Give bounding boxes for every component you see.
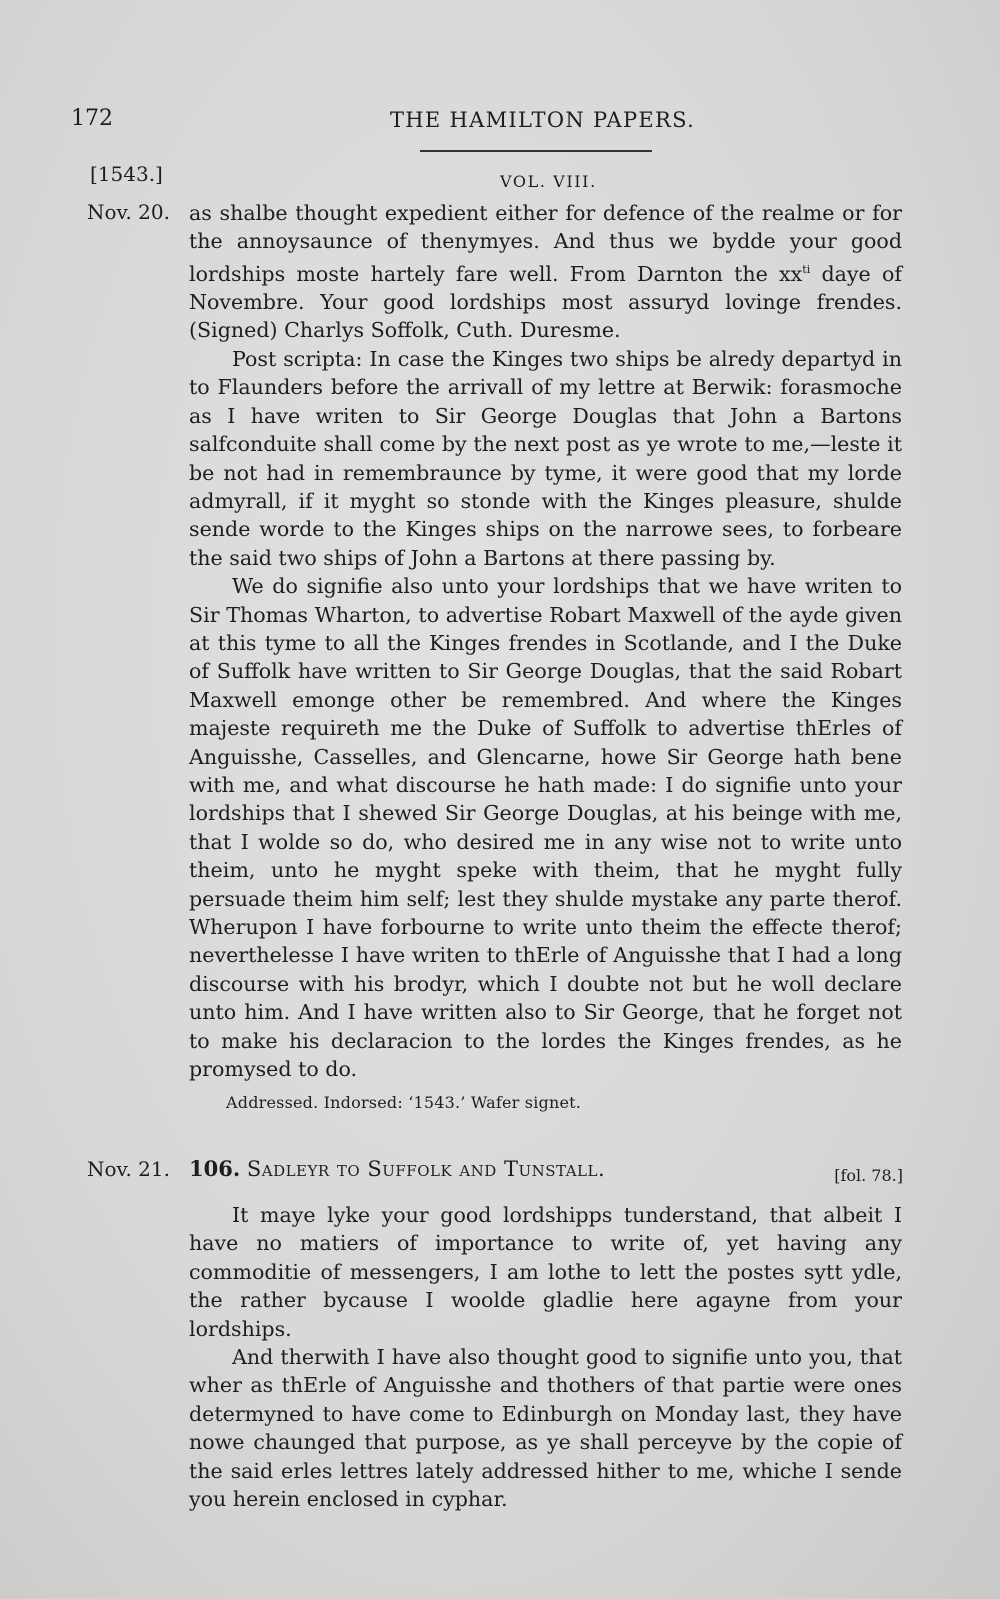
document-number: 106. [189,1156,241,1181]
paragraph: We do signifie also unto your lordships that we have writen to Sir Thomas Wharton, to advertise Robart Maxwell of the ayde given at this tyme to all the Kinges frendes in Scotlande, and I the Duke of Suffolk have written to Sir George Douglas, that the said Robart Maxwell emonge other be remembred. And where the Kinges majeste requireth me the Duke of Suffolk to advertise thErles of Anguisshe, Casselles, and Glencarne, howe Sir George hath bene with me, and what discourse he hath made: I do signifie unto your lordships that I shewed Sir George Douglas, at his beinge with me, that I wolde so do, who desired me in any wise not to write unto theim, unto he myght speke with theim, that he myght fully persuade theim him self; lest they shulde mystake any parte therof. Wherupon I have forbourne to write unto theim the effecte therof; neverthelesse I have writen to thErle of Anguisshe that I had a long discourse with his brodyr, which I doubte not but he woll declare unto him. And I have written also to Sir George, that he forget not to make his declaracion to the lordes the Kinges frendes, as he promysed to do. [189,574,902,1082]
header-rule [420,150,652,152]
paragraph: Post scripta: In case the Kinges two ships be alredy departyd in to Flaunders before the arrivall of my lettre at Berwik: forasmoche as I have writen to Sir George Douglas that John a Bartons salfconduite shall come by the next post as ye wrote to me,—leste it be not had in remembraunce by tyme, it were good that my lorde admyrall, if it myght so stonde with the Kinges pleasure, shulde sende worde to the Kinges ships on the narrowe sees, to forbeare the said two ships of John a Bartons at there passing by. [189,346,902,570]
superscript: ti [802,262,811,276]
page-number: 172 [71,106,113,131]
running-title: THE HAMILTON PAPERS. [390,108,696,132]
page-header [0,106,1000,146]
paragraph: And therwith I have also thought good to signifie unto you, that wher as thErle of Anguisshe and thothers of that partie were ones determyned to have come to Edinburgh on Monday last, they have nowe chaunged that purpose, as ye shall perceyve by the copie of the said erles lettres lately addressed hither to me, whiche I sende you herein enclosed in cyphar. [189,1345,902,1512]
paragraph: It maye lyke your good lordshipps tunderstand, that albeit I have no matiers of importance to write of, yet having any commoditie of messengers, I am lothe to lett the postes sytt ydle, the rather bycause I woolde gladlie here agayne from your lordships. [189,1203,902,1341]
letter-body-1 [189,199,902,1083]
document-heading [189,1156,605,1181]
volume-label: VOL. VIII. [500,172,597,191]
paragraph: as shalbe thought expedient either for defence of the realme or for the annoysaunce of thenymyes. And thus we bydde your good lordships moste hartely fare well. From Darnton the $xx^{ti}$ daye of Novembre. Your good lordships most assuryd lovinge frendes. (Signed) Charlys Soffolk, Cuth. Duresme. [189,201,902,343]
document-title: Sadleyr to Suffolk and Tunstall. [246,1157,606,1181]
letter-body-2 [189,1201,902,1513]
margin-date-2: Nov. 21. [87,1157,170,1181]
folio-reference: [fol. 78.] [834,1166,903,1185]
endorsement-note: Addressed. Indorsed: ‘1543.’ Wafer signet. [226,1093,582,1112]
margin-date-1: Nov. 20. [87,200,170,224]
year-marker: [1543.] [90,162,163,186]
